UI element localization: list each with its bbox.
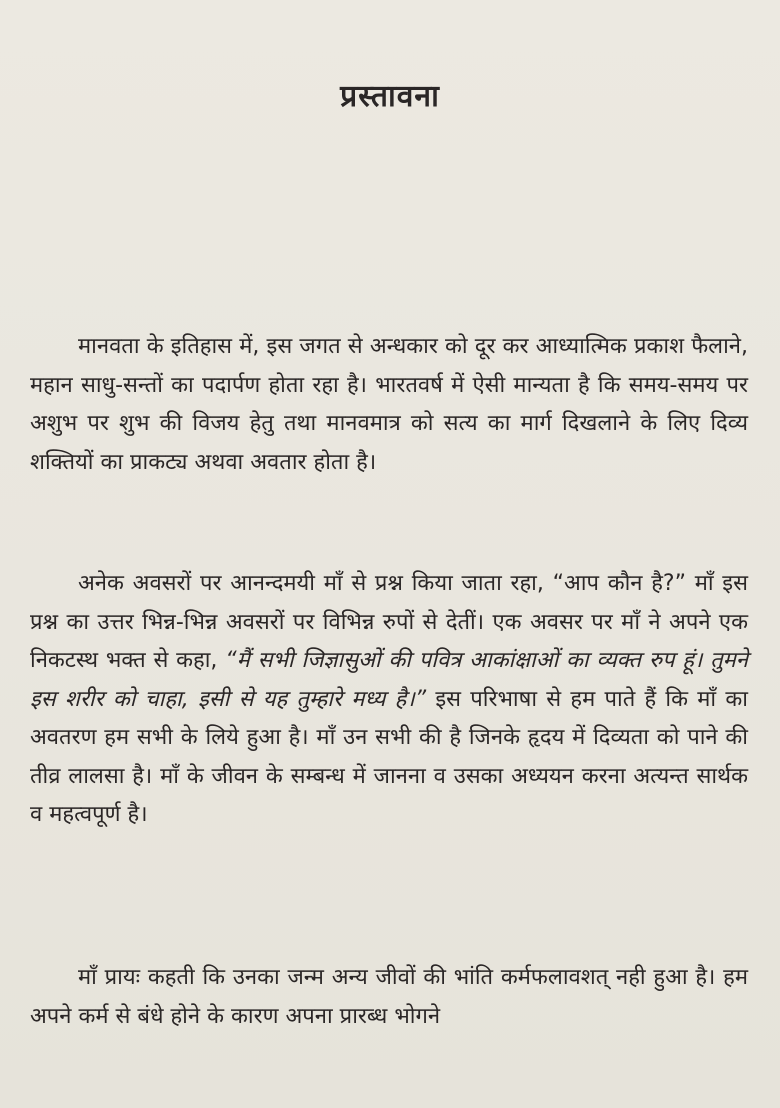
ma-quote: “मैं सभी जिज्ञासुओं की पवित्र आकांक्षाओं का व्यक्त रुप हूं। तुमने इस शरीर को चाहा, इसी से यह तुम्हारे मध्य है।” bbox=[30, 648, 748, 712]
paragraph-3-text: माँ प्रायः कहती कि उनका जन्म अन्य जीवों की भांति कर्मफलावशत् नही हुआ है। हम अपने कर्म से बंधे होने के कारण अपना प्रारब्ध भोगने bbox=[30, 965, 748, 1029]
paragraph-1-text: मानवता के इतिहास में, इस जगत से अन्धकार को दूर कर आध्यात्मिक प्रकाश फैलाने, महान साधु-सन्तों का पदार्पण होता रहा है। भारतवर्ष में ऐसी मान्यता है कि समय-समय पर अशुभ पर शुभ की विजय हेतु तथा मानवमात्र को सत्य का मार्ग दिखलाने के लिए दिव्य शक्तियों का प्राकट्य अथवा अवतार होता है। bbox=[30, 334, 748, 475]
paragraph-2-text-before-quote: अनेक अवसरों पर आनन्दमयी माँ से प्रश्न किया जाता रहा, “आप कौन है?” माँ इस प्रश्न का उत्तर भिन्न-भिन्न अवसरों पर विभिन्न रुपों से देतीं। एक अवसर पर माँ ने अपने एक निकटस्थ भक्त से कहा, bbox=[30, 571, 748, 673]
page-title: प्रस्तावना bbox=[340, 79, 440, 114]
paragraph-2-text-after-quote: इस परिभाषा से हम पाते हैं कि माँ का अवतरण हम सभी के लिये हुआ है। माँ उन सभी की है जिनके हृदय में दिव्यता को पाने की तीव्र लालसा है। माँ के जीवन के सम्बन्ध में जानना व उसका अध्ययन करना अत्यन्त सार्थक व महत्वपूर्ण है। bbox=[30, 686, 748, 827]
paragraph-3 bbox=[30, 959, 748, 1036]
paragraph-1 bbox=[30, 328, 748, 482]
paragraph-2 bbox=[30, 565, 748, 835]
